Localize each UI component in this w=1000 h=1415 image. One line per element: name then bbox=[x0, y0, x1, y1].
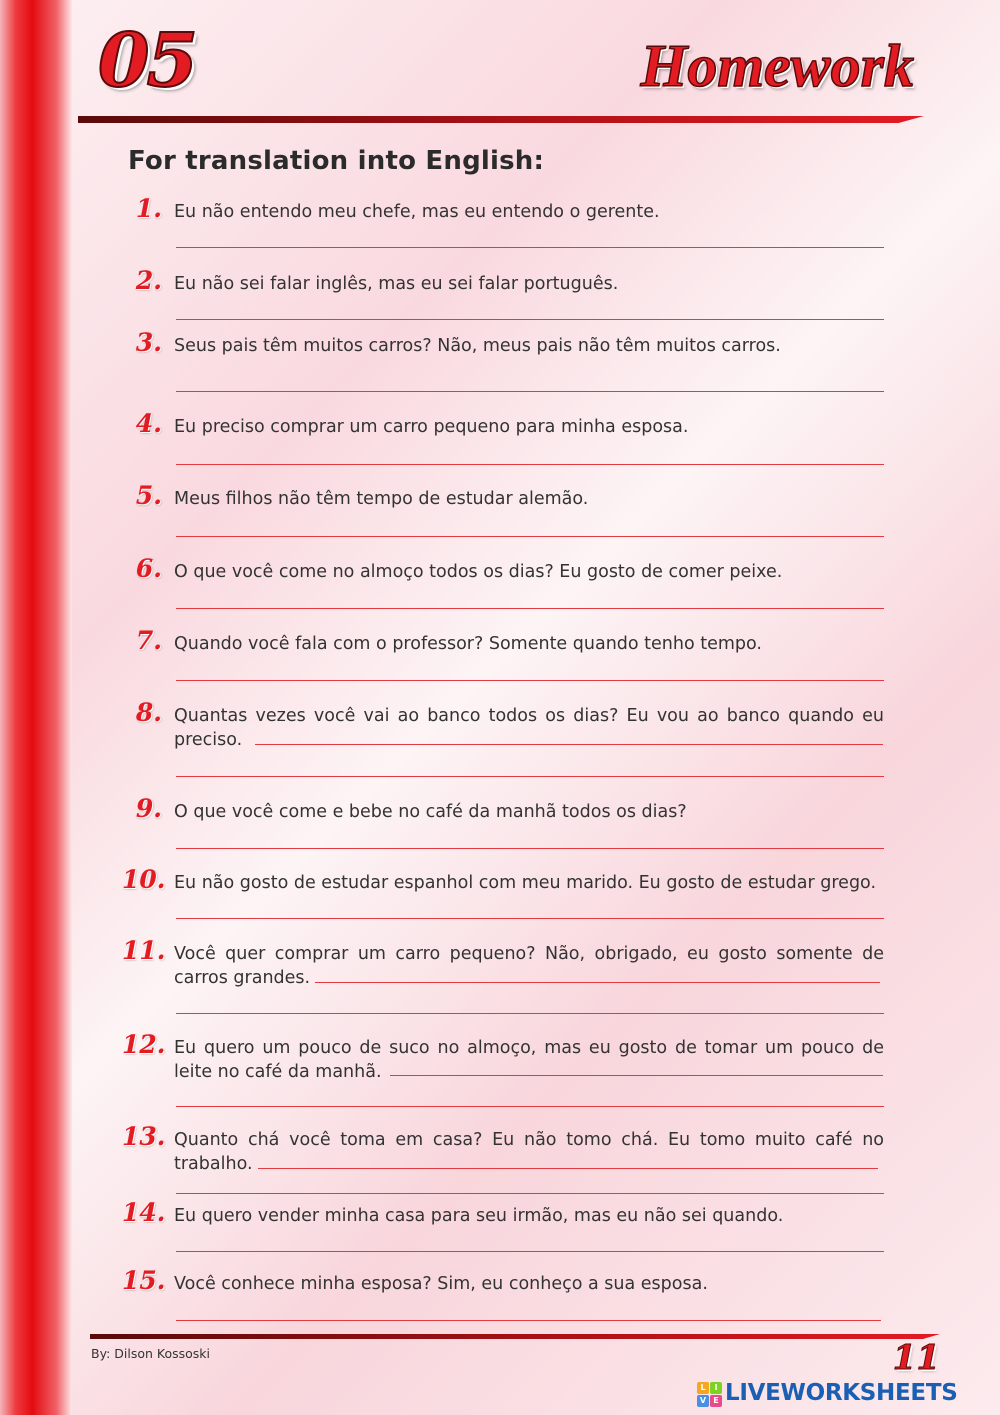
answer-line-6[interactable] bbox=[176, 608, 884, 609]
question-text: Eu quero vender minha casa para seu irmão, mas eu não sei quando. bbox=[174, 1206, 784, 1226]
question-text: Eu quero um pouco de suco no almoço, mas eu gosto de tomar um pouco de leite no café da manhã. bbox=[174, 1038, 884, 1082]
question-text: Meus filhos não têm tempo de estudar alemão. bbox=[174, 489, 589, 509]
question-text: Você quer comprar um carro pequeno? Não, obrigado, eu gosto somente de carros grandes. bbox=[174, 944, 884, 988]
question-text: Eu não entendo meu chefe, mas eu entendo o gerente. bbox=[174, 202, 660, 222]
question-number: 13. bbox=[122, 1122, 166, 1151]
question-text: Eu preciso comprar um carro pequeno para minha esposa. bbox=[174, 417, 689, 437]
answer-line-14[interactable] bbox=[176, 1251, 884, 1252]
question-number: 7. bbox=[135, 626, 162, 655]
left-decorative-bar bbox=[0, 0, 72, 1415]
question-text: Quantas vezes você vai ao banco todos os dias? Eu vou ao banco quando eu preciso. bbox=[174, 706, 884, 750]
question-number: 10. bbox=[122, 865, 166, 894]
answer-line-7[interactable] bbox=[176, 680, 884, 681]
answer-line-5[interactable] bbox=[176, 536, 884, 537]
section-heading: For translation into English: bbox=[128, 146, 545, 176]
question-number: 3. bbox=[135, 328, 162, 357]
question-number: 4. bbox=[135, 409, 162, 438]
answer-line-3[interactable] bbox=[176, 391, 884, 392]
question-number: 8. bbox=[135, 698, 162, 727]
logo-tile-l: L bbox=[697, 1382, 709, 1394]
question-number: 1. bbox=[135, 194, 162, 223]
answer-line-13b[interactable] bbox=[176, 1193, 884, 1194]
answer-line-12a[interactable] bbox=[390, 1075, 883, 1076]
answer-line-8a[interactable] bbox=[255, 744, 883, 745]
answer-line-10[interactable] bbox=[176, 918, 884, 919]
question-text: Você conhece minha esposa? Sim, eu conheço a sua esposa. bbox=[174, 1274, 708, 1294]
question-text: Seus pais têm muitos carros? Não, meus pais não têm muitos carros. bbox=[174, 336, 781, 356]
page-number: 11 bbox=[892, 1338, 940, 1378]
page-title: Homework bbox=[640, 33, 914, 99]
logo-tile-i: I bbox=[710, 1382, 722, 1394]
brand-name: LIVEWORKSHEETS bbox=[725, 1380, 958, 1406]
header-divider bbox=[78, 116, 924, 123]
footer-divider bbox=[90, 1334, 940, 1339]
question-number: 15. bbox=[122, 1266, 166, 1295]
question-text: Eu não sei falar inglês, mas eu sei falar português. bbox=[174, 274, 619, 294]
answer-line-8b[interactable] bbox=[176, 776, 884, 777]
logo-tile-v: V bbox=[697, 1395, 709, 1407]
author-credit: By: Dilson Kossoski bbox=[91, 1346, 210, 1361]
question-number: 12. bbox=[122, 1030, 166, 1059]
answer-line-13a[interactable] bbox=[258, 1168, 878, 1169]
question-text: Eu não gosto de estudar espanhol com meu marido. Eu gosto de estudar grego. bbox=[174, 873, 877, 893]
answer-line-11b[interactable] bbox=[176, 1013, 884, 1014]
answer-line-15[interactable] bbox=[176, 1320, 881, 1321]
unit-number: 05 bbox=[98, 18, 195, 104]
answer-line-12b[interactable] bbox=[176, 1106, 884, 1107]
question-text: O que você come no almoço todos os dias? Eu gosto de comer peixe. bbox=[174, 562, 783, 582]
question-text: O que você come e bebe no café da manhã todos os dias? bbox=[174, 802, 687, 822]
question-text: Quando você fala com o professor? Somente quando tenho tempo. bbox=[174, 634, 762, 654]
question-number: 6. bbox=[135, 554, 162, 583]
question-number: 5. bbox=[135, 481, 162, 510]
answer-line-1[interactable] bbox=[176, 247, 884, 248]
question-text: Quanto chá você toma em casa? Eu não tomo chá. Eu tomo muito café no trabalho. bbox=[174, 1130, 884, 1174]
answer-line-4[interactable] bbox=[176, 464, 884, 465]
question-number: 2. bbox=[135, 266, 162, 295]
answer-line-11a[interactable] bbox=[315, 982, 880, 983]
question-number: 9. bbox=[135, 794, 162, 823]
question-number: 14. bbox=[122, 1198, 166, 1227]
question-number: 11. bbox=[122, 936, 166, 965]
answer-line-2[interactable] bbox=[176, 319, 884, 320]
liveworksheets-icon bbox=[697, 1382, 723, 1408]
answer-line-9[interactable] bbox=[176, 848, 884, 849]
logo-tile-e: E bbox=[710, 1395, 722, 1407]
